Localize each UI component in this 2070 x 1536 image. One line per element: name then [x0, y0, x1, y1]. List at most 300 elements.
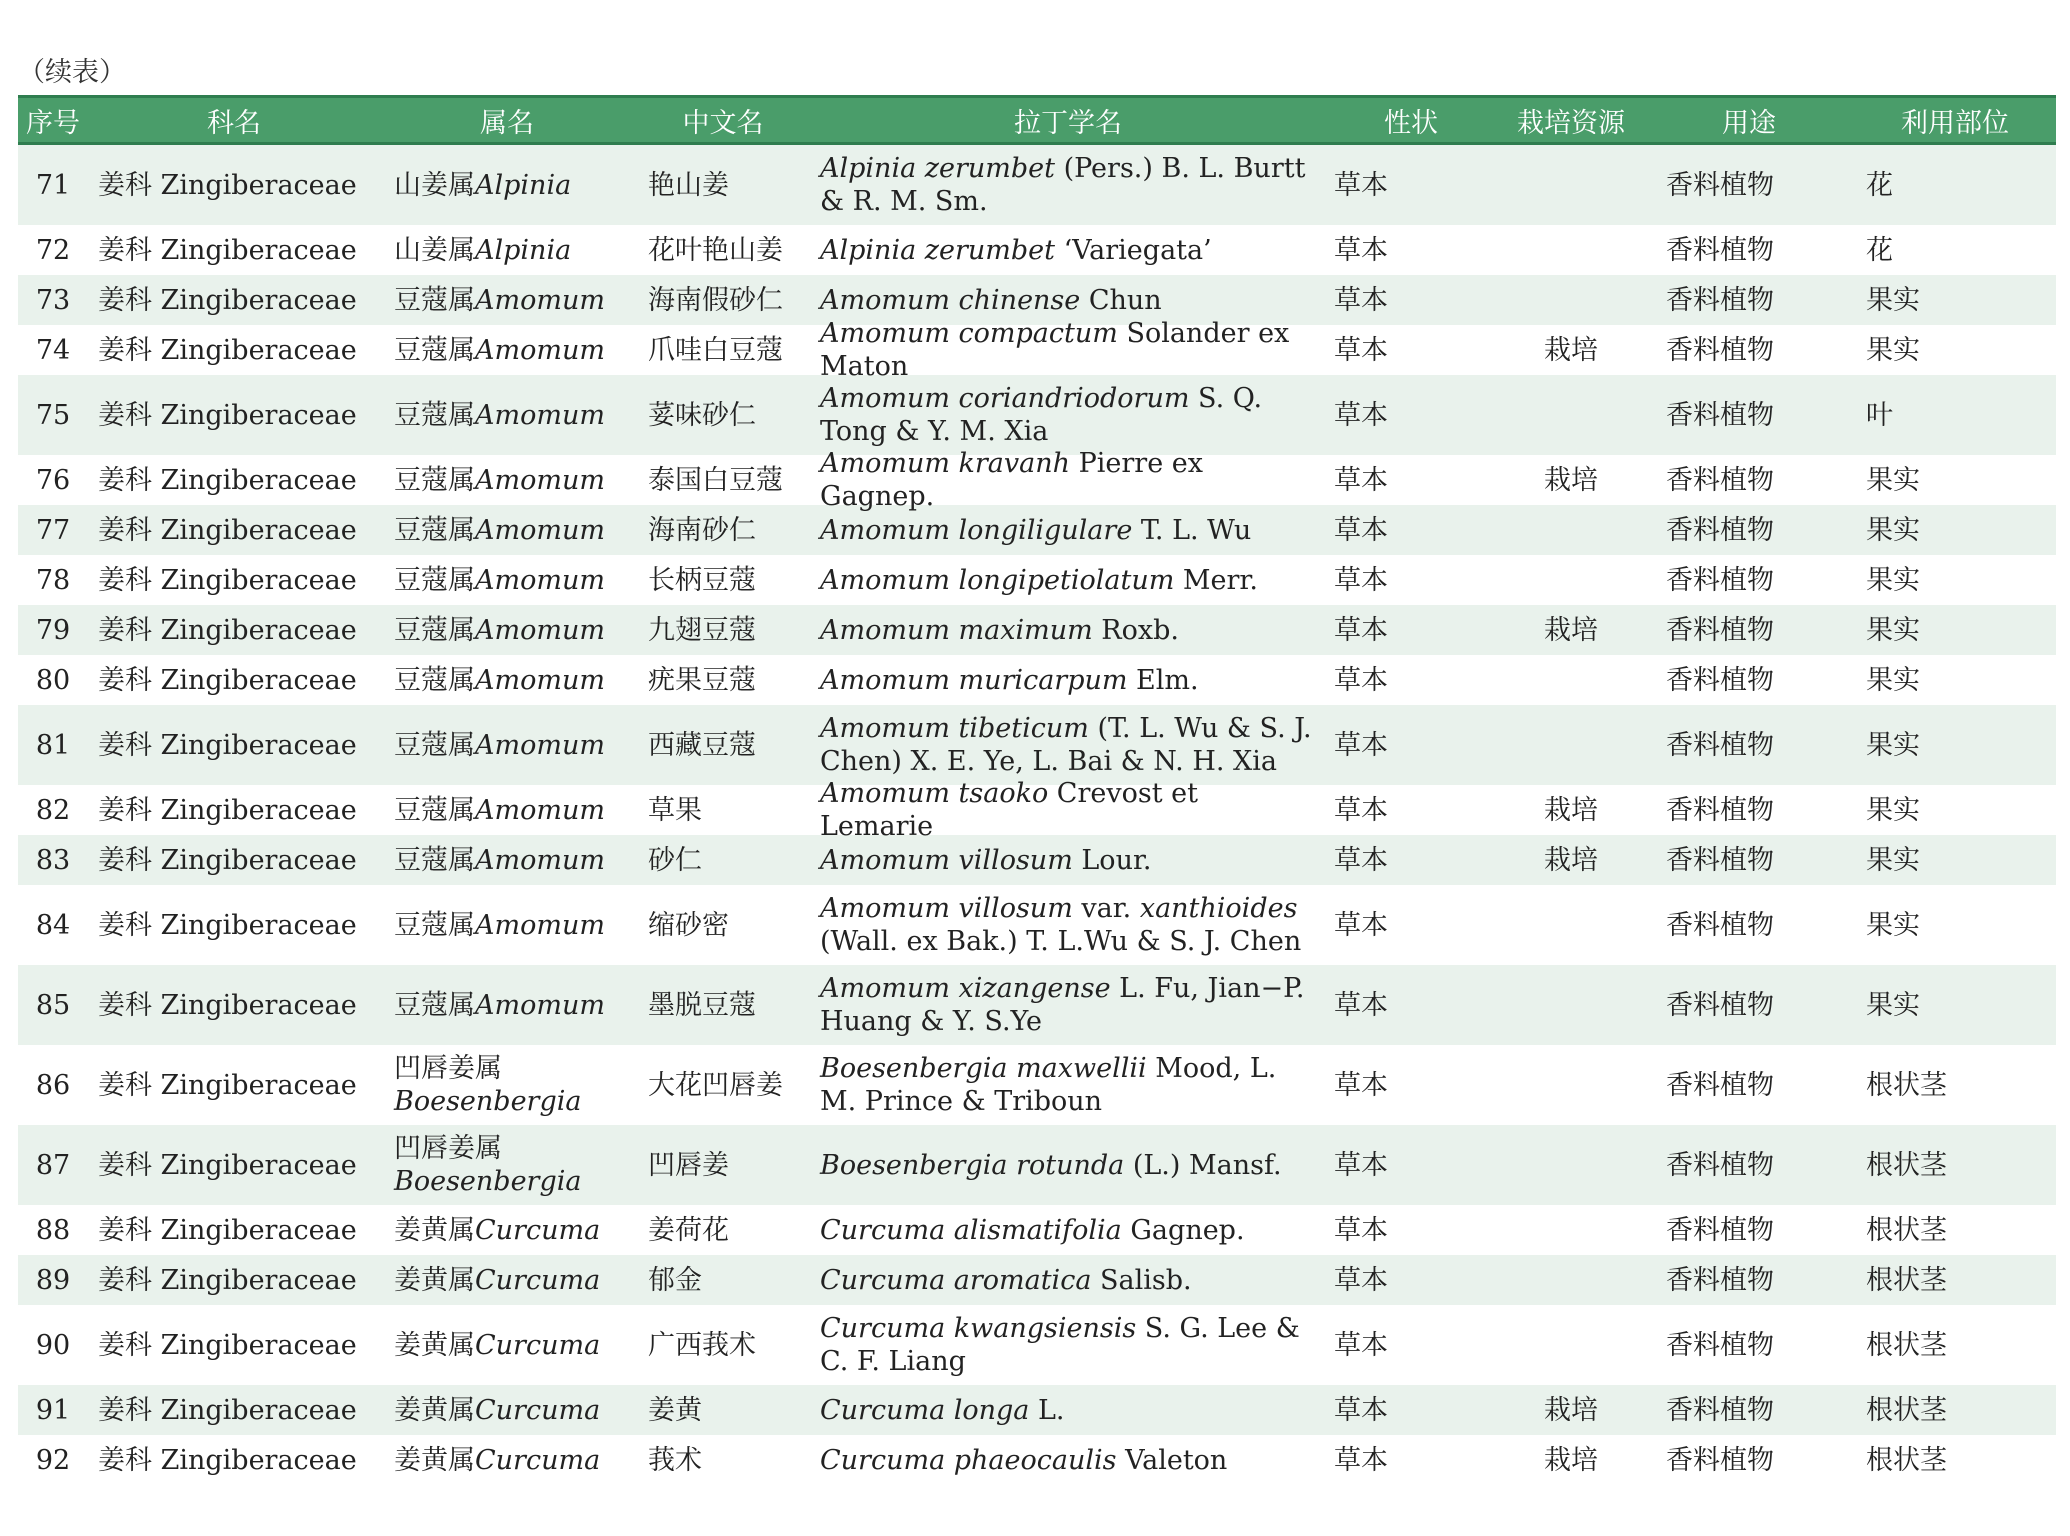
- table-row: [18, 1045, 2056, 1125]
- genus-latin: Amomum: [475, 664, 605, 696]
- cell-genus: [380, 334, 634, 367]
- latin-name-italic: Curcuma alismatifolia: [820, 1214, 1122, 1246]
- genus-chinese: 姜黄属: [394, 1329, 475, 1361]
- latin-name-italic: Amomum tsaoko: [820, 778, 1049, 809]
- genus-latin: Amomum: [475, 729, 605, 761]
- cell-use: 香料植物: [1666, 1149, 1774, 1181]
- cell-index: 72: [35, 234, 71, 266]
- cell-index: 88: [35, 1214, 71, 1246]
- cell-latin-name: [812, 1312, 1324, 1378]
- cell-cultivation: 栽培: [1544, 794, 1598, 826]
- cell-cultivation: 栽培: [1544, 1444, 1598, 1476]
- cell-chinese-name: 大花凹唇姜: [648, 1069, 783, 1101]
- cell-habit: 草本: [1334, 334, 1388, 366]
- table-row: [18, 1125, 2056, 1205]
- genus-latin: Amomum: [475, 909, 605, 941]
- cell-habit: 草本: [1334, 729, 1388, 761]
- genus-latin: Amomum: [475, 794, 605, 826]
- latin-name-italic: Curcuma longa: [820, 1394, 1030, 1426]
- cell-use: 香料植物: [1666, 399, 1774, 431]
- cell-latin-name: [812, 712, 1324, 778]
- header-family: 科名: [207, 107, 261, 139]
- latin-name-italic: Amomum muricarpum: [820, 664, 1128, 696]
- cell-habit: 草本: [1334, 514, 1388, 546]
- cell-used-part: 果实: [1866, 464, 1920, 496]
- table-row: [18, 318, 2056, 382]
- latin-name-italic: Amomum tibeticum: [820, 713, 1089, 744]
- cell-habit: 草本: [1334, 1069, 1388, 1101]
- cell-used-part: 根状茎: [1866, 1069, 1947, 1101]
- cell-use: 香料植物: [1666, 989, 1774, 1021]
- cell-chinese-name: 郁金: [648, 1264, 702, 1296]
- cell-latin-name: [812, 564, 1324, 597]
- genus-latin: Alpinia: [475, 234, 572, 266]
- table-row: [18, 375, 2056, 455]
- cell-habit: 草本: [1334, 1149, 1388, 1181]
- cell-latin-name: [812, 234, 1324, 267]
- latin-name-author: Elm.: [1127, 664, 1199, 696]
- cell-latin-name: [812, 1444, 1324, 1477]
- cell-genus: [380, 1132, 634, 1198]
- cell-genus: [380, 664, 634, 697]
- genus-chinese: 豆蔻属: [394, 729, 475, 761]
- cell-use: 香料植物: [1666, 1444, 1774, 1476]
- cell-used-part: 根状茎: [1866, 1214, 1947, 1246]
- cell-latin-name: [812, 1394, 1324, 1427]
- cell-latin-name: [812, 284, 1324, 317]
- cell-genus: [380, 1052, 634, 1118]
- cell-used-part: 根状茎: [1866, 1149, 1947, 1181]
- cell-used-part: 果实: [1866, 909, 1920, 941]
- cell-index: 76: [35, 464, 71, 496]
- cell-chinese-name: 海南假砂仁: [648, 284, 783, 316]
- latin-name-italic: Amomum villosum: [820, 844, 1073, 876]
- cell-use: 香料植物: [1666, 614, 1774, 646]
- header-genus: 属名: [480, 107, 534, 139]
- latin-name-author: Roxb.: [1092, 614, 1179, 646]
- cell-used-part: 果实: [1866, 334, 1920, 366]
- latin-name-italic-variety: xanthioides: [1139, 893, 1298, 924]
- header-habit: 性状: [1384, 107, 1438, 139]
- genus-chinese: 豆蔻属: [394, 664, 475, 696]
- latin-name-author: (Pers.) B. L. Burtt & R. M. Sm.: [820, 153, 1306, 217]
- genus-latin: Boesenbergia: [394, 1086, 582, 1117]
- cell-latin-name: [812, 447, 1324, 513]
- latin-name-italic: Amomum chinense: [820, 284, 1081, 316]
- genus-latin: Amomum: [475, 844, 605, 876]
- cell-used-part: 叶: [1866, 399, 1893, 431]
- latin-name-italic: Curcuma phaeocaulis: [820, 1444, 1117, 1476]
- cell-family: 姜科 Zingiberaceae: [98, 169, 357, 201]
- cell-latin-name: [812, 664, 1324, 697]
- table-row: [18, 1385, 2056, 1435]
- cell-genus: [380, 1394, 634, 1427]
- cell-latin-name: [812, 1264, 1324, 1297]
- genus-latin: Amomum: [475, 334, 605, 366]
- genus-latin: Amomum: [475, 399, 605, 431]
- cell-family: 姜科 Zingiberaceae: [98, 1149, 357, 1181]
- cell-latin-name: [812, 514, 1324, 547]
- cell-cultivation: 栽培: [1544, 614, 1598, 646]
- cell-family: 姜科 Zingiberaceae: [98, 564, 357, 596]
- latin-name-author: S. Q. Tong & Y. M. Xia: [820, 383, 1263, 447]
- cell-chinese-name: 姜荷花: [648, 1214, 729, 1246]
- cell-used-part: 根状茎: [1866, 1264, 1947, 1296]
- table-row: [18, 448, 2056, 512]
- table-row: [18, 225, 2056, 275]
- genus-latin: Amomum: [475, 614, 605, 646]
- cell-index: 80: [35, 664, 71, 696]
- cell-index: 82: [35, 794, 71, 826]
- header-used-part: 利用部位: [1901, 107, 2009, 139]
- genus-chinese: 凹唇姜属: [394, 1133, 502, 1164]
- genus-chinese: 豆蔻属: [394, 614, 475, 646]
- latin-name-italic: Amomum coriandriodorum: [820, 383, 1190, 414]
- cell-habit: 草本: [1334, 664, 1388, 696]
- cell-chinese-name: 九翅豆蔻: [648, 614, 756, 646]
- genus-chinese: 山姜属: [394, 234, 475, 266]
- latin-name-italic: Curcuma kwangsiensis: [820, 1313, 1137, 1344]
- latin-name-italic: Amomum maximum: [820, 614, 1093, 646]
- latin-name-italic: Amomum longiligulare: [820, 514, 1133, 546]
- cell-genus: [380, 284, 634, 317]
- cell-used-part: 果实: [1866, 794, 1920, 826]
- cell-used-part: 果实: [1866, 514, 1920, 546]
- cell-habit: 草本: [1334, 989, 1388, 1021]
- cell-chinese-name: 荽味砂仁: [648, 399, 756, 431]
- table-row: [18, 885, 2056, 965]
- cell-habit: 草本: [1334, 564, 1388, 596]
- cell-used-part: 根状茎: [1866, 1329, 1947, 1361]
- cell-index: 92: [35, 1444, 71, 1476]
- latin-name-author: Solander ex Maton: [820, 318, 1290, 382]
- cell-habit: 草本: [1334, 1394, 1388, 1426]
- latin-name-author: L.: [1029, 1394, 1065, 1426]
- cell-family: 姜科 Zingiberaceae: [98, 464, 357, 496]
- cell-use: 香料植物: [1666, 564, 1774, 596]
- cell-use: 香料植物: [1666, 234, 1774, 266]
- cell-chinese-name: 海南砂仁: [648, 514, 756, 546]
- cell-family: 姜科 Zingiberaceae: [98, 614, 357, 646]
- cell-latin-name: [812, 972, 1324, 1038]
- cell-genus: [380, 514, 634, 547]
- cell-use: 香料植物: [1666, 1264, 1774, 1296]
- genus-latin: Curcuma: [475, 1214, 601, 1246]
- cell-use: 香料植物: [1666, 664, 1774, 696]
- genus-chinese: 凹唇姜属: [394, 1053, 502, 1084]
- cell-used-part: 根状茎: [1866, 1394, 1947, 1426]
- table-row: [18, 1205, 2056, 1255]
- cell-chinese-name: 疣果豆蔻: [648, 664, 756, 696]
- latin-name-author: L. Fu, Jian−P. Huang & Y. S.Ye: [820, 973, 1305, 1037]
- cell-family: 姜科 Zingiberaceae: [98, 1329, 357, 1361]
- cell-genus: [380, 564, 634, 597]
- cell-used-part: 果实: [1866, 989, 1920, 1021]
- table-continued-caption: （续表）: [18, 57, 126, 88]
- cell-use: 香料植物: [1666, 334, 1774, 366]
- cell-family: 姜科 Zingiberaceae: [98, 1444, 357, 1476]
- cell-genus: [380, 1329, 634, 1362]
- table-row: [18, 605, 2056, 655]
- cell-use: 香料植物: [1666, 514, 1774, 546]
- latin-name-italic: Alpinia zerumbet: [820, 153, 1055, 184]
- cell-latin-name: [812, 382, 1324, 448]
- genus-chinese: 豆蔻属: [394, 284, 475, 316]
- latin-name-author: ‘Variegata’: [1054, 234, 1212, 266]
- genus-latin: Alpinia: [475, 169, 572, 201]
- cell-index: 87: [35, 1149, 71, 1181]
- table-header-row: [18, 95, 2056, 145]
- latin-name-italic: Boesenbergia maxwellii: [820, 1053, 1147, 1084]
- cell-used-part: 果实: [1866, 844, 1920, 876]
- genus-latin: Amomum: [475, 564, 605, 596]
- latin-name-author: Pierre ex Gagnep.: [820, 448, 1203, 512]
- cell-family: 姜科 Zingiberaceae: [98, 234, 357, 266]
- genus-chinese: 山姜属: [394, 169, 475, 201]
- table-row: [18, 145, 2056, 225]
- cell-genus: [380, 1214, 634, 1247]
- cell-family: 姜科 Zingiberaceae: [98, 1214, 357, 1246]
- cell-family: 姜科 Zingiberaceae: [98, 1264, 357, 1296]
- cell-cultivation: 栽培: [1544, 334, 1598, 366]
- cell-habit: 草本: [1334, 844, 1388, 876]
- cell-chinese-name: 广西莪术: [648, 1329, 756, 1361]
- cell-family: 姜科 Zingiberaceae: [98, 399, 357, 431]
- cell-latin-name: [812, 1214, 1324, 1247]
- cell-use: 香料植物: [1666, 1329, 1774, 1361]
- genus-chinese: 豆蔻属: [394, 989, 475, 1021]
- plant-table: [18, 95, 2056, 1485]
- header-latin-name: 拉丁学名: [1014, 107, 1122, 139]
- latin-name-author: Valeton: [1116, 1444, 1228, 1476]
- latin-name-italic: Amomum compactum: [820, 318, 1118, 349]
- cell-genus: [380, 794, 634, 827]
- cell-index: 74: [35, 334, 71, 366]
- cell-chinese-name: 砂仁: [648, 844, 702, 876]
- cell-used-part: 果实: [1866, 564, 1920, 596]
- header-use: 用途: [1722, 107, 1776, 139]
- cell-family: 姜科 Zingiberaceae: [98, 909, 357, 941]
- table-row: [18, 705, 2056, 785]
- cell-use: 香料植物: [1666, 729, 1774, 761]
- latin-name-italic: Curcuma aromatica: [820, 1264, 1092, 1296]
- cell-chinese-name: 姜黄: [648, 1394, 702, 1426]
- header-index: 序号: [26, 107, 80, 139]
- cell-genus: [380, 1444, 634, 1477]
- cell-habit: 草本: [1334, 1444, 1388, 1476]
- table-row: [18, 778, 2056, 842]
- cell-habit: 草本: [1334, 464, 1388, 496]
- latin-name-author: Lour.: [1072, 844, 1152, 876]
- cell-use: 香料植物: [1666, 844, 1774, 876]
- cell-family: 姜科 Zingiberaceae: [98, 664, 357, 696]
- cell-genus: [380, 399, 634, 432]
- cell-use: 香料植物: [1666, 284, 1774, 316]
- header-cultivation: 栽培资源: [1517, 107, 1625, 139]
- latin-name-author-2: (Wall. ex Bak.) T. L.Wu & S. J. Chen: [820, 926, 1302, 957]
- genus-latin: Amomum: [475, 284, 605, 316]
- cell-latin-name: [812, 614, 1324, 647]
- cell-index: 84: [35, 909, 71, 941]
- cell-habit: 草本: [1334, 399, 1388, 431]
- table-row: [18, 1435, 2056, 1485]
- cell-cultivation: 栽培: [1544, 464, 1598, 496]
- cell-genus: [380, 464, 634, 497]
- genus-chinese: 豆蔻属: [394, 334, 475, 366]
- cell-habit: 草本: [1334, 1264, 1388, 1296]
- cell-index: 91: [35, 1394, 71, 1426]
- cell-index: 75: [35, 399, 71, 431]
- genus-chinese: 豆蔻属: [394, 844, 475, 876]
- latin-name-author: T. L. Wu: [1132, 514, 1252, 546]
- latin-name-author: (L.) Mansf.: [1124, 1149, 1282, 1181]
- cell-family: 姜科 Zingiberaceae: [98, 729, 357, 761]
- cell-chinese-name: 长柄豆蔻: [648, 564, 756, 596]
- genus-latin: Amomum: [475, 464, 605, 496]
- cell-chinese-name: 爪哇白豆蔻: [648, 334, 783, 366]
- cell-family: 姜科 Zingiberaceae: [98, 334, 357, 366]
- cell-index: 90: [35, 1329, 71, 1361]
- cell-latin-name: [812, 1149, 1324, 1182]
- cell-genus: [380, 169, 634, 202]
- cell-use: 香料植物: [1666, 1214, 1774, 1246]
- cell-chinese-name: 凹唇姜: [648, 1149, 729, 1181]
- latin-name-italic: Amomum xizangense: [820, 973, 1111, 1004]
- genus-latin: Amomum: [475, 989, 605, 1021]
- cell-latin-name: [812, 317, 1324, 383]
- genus-chinese: 姜黄属: [394, 1214, 475, 1246]
- genus-chinese: 姜黄属: [394, 1264, 475, 1296]
- cell-habit: 草本: [1334, 1329, 1388, 1361]
- cell-family: 姜科 Zingiberaceae: [98, 1394, 357, 1426]
- cell-genus: [380, 909, 634, 942]
- cell-latin-name: [812, 844, 1324, 877]
- genus-chinese: 豆蔻属: [394, 514, 475, 546]
- cell-habit: 草本: [1334, 794, 1388, 826]
- cell-genus: [380, 614, 634, 647]
- latin-name-author: Merr.: [1174, 564, 1258, 596]
- latin-name-author: Chun: [1080, 284, 1162, 316]
- latin-name-author: var.: [1072, 893, 1140, 924]
- cell-genus: [380, 729, 634, 762]
- cell-family: 姜科 Zingiberaceae: [98, 794, 357, 826]
- cell-genus: [380, 234, 634, 267]
- cell-used-part: 果实: [1866, 284, 1920, 316]
- cell-latin-name: [812, 777, 1324, 843]
- cell-index: 81: [35, 729, 71, 761]
- genus-latin: Curcuma: [475, 1329, 601, 1361]
- cell-index: 78: [35, 564, 71, 596]
- cell-use: 香料植物: [1666, 169, 1774, 201]
- cell-chinese-name: 泰国白豆蔻: [648, 464, 783, 496]
- cell-family: 姜科 Zingiberaceae: [98, 284, 357, 316]
- cell-used-part: 花: [1866, 234, 1893, 266]
- cell-index: 89: [35, 1264, 71, 1296]
- cell-index: 86: [35, 1069, 71, 1101]
- cell-index: 83: [35, 844, 71, 876]
- cell-used-part: 果实: [1866, 614, 1920, 646]
- cell-genus: [380, 844, 634, 877]
- genus-chinese: 豆蔻属: [394, 564, 475, 596]
- cell-latin-name: [812, 1052, 1324, 1118]
- cell-latin-name: [812, 892, 1324, 958]
- cell-used-part: 根状茎: [1866, 1444, 1947, 1476]
- cell-genus: [380, 1264, 634, 1297]
- header-chinese-name: 中文名: [682, 107, 764, 139]
- genus-latin: Boesenbergia: [394, 1166, 582, 1197]
- cell-index: 77: [35, 514, 71, 546]
- cell-chinese-name: 花叶艳山姜: [648, 234, 783, 266]
- cell-chinese-name: 莪术: [648, 1444, 702, 1476]
- cell-genus: [380, 989, 634, 1022]
- cell-use: 香料植物: [1666, 794, 1774, 826]
- cell-habit: 草本: [1334, 1214, 1388, 1246]
- cell-family: 姜科 Zingiberaceae: [98, 844, 357, 876]
- table-body: [18, 145, 2056, 1485]
- genus-chinese: 姜黄属: [394, 1394, 475, 1426]
- cell-family: 姜科 Zingiberaceae: [98, 989, 357, 1021]
- latin-name-author: Mood, L. M. Prince & Triboun: [820, 1053, 1277, 1117]
- cell-used-part: 花: [1866, 169, 1893, 201]
- table-row: [18, 1305, 2056, 1385]
- cell-chinese-name: 缩砂密: [648, 909, 729, 941]
- cell-chinese-name: 草果: [648, 794, 702, 826]
- cell-habit: 草本: [1334, 234, 1388, 266]
- genus-latin: Curcuma: [475, 1394, 601, 1426]
- table-row: [18, 555, 2056, 605]
- cell-used-part: 果实: [1866, 664, 1920, 696]
- cell-use: 香料植物: [1666, 1069, 1774, 1101]
- latin-name-author: Salisb.: [1091, 1264, 1192, 1296]
- latin-name-italic: Amomum villosum: [820, 893, 1073, 924]
- cell-index: 73: [35, 284, 71, 316]
- genus-latin: Amomum: [475, 514, 605, 546]
- cell-index: 85: [35, 989, 71, 1021]
- cell-habit: 草本: [1334, 614, 1388, 646]
- cell-chinese-name: 墨脱豆蔻: [648, 989, 756, 1021]
- cell-habit: 草本: [1334, 169, 1388, 201]
- table-row: [18, 965, 2056, 1045]
- table-row: [18, 1255, 2056, 1305]
- cell-use: 香料植物: [1666, 909, 1774, 941]
- cell-cultivation: 栽培: [1544, 1394, 1598, 1426]
- genus-latin: Curcuma: [475, 1264, 601, 1296]
- latin-name-author: Crevost et Lemarie: [820, 778, 1198, 842]
- cell-index: 79: [35, 614, 71, 646]
- table-row: [18, 655, 2056, 705]
- cell-latin-name: [812, 152, 1324, 218]
- latin-name-italic: Boesenbergia rotunda: [820, 1149, 1125, 1181]
- genus-chinese: 豆蔻属: [394, 794, 475, 826]
- cell-cultivation: 栽培: [1544, 844, 1598, 876]
- cell-family: 姜科 Zingiberaceae: [98, 1069, 357, 1101]
- latin-name-italic: Alpinia zerumbet: [820, 234, 1055, 266]
- cell-use: 香料植物: [1666, 1394, 1774, 1426]
- latin-name-italic: Amomum longipetiolatum: [820, 564, 1175, 596]
- cell-habit: 草本: [1334, 284, 1388, 316]
- latin-name-author: S. G. Lee & C. F. Liang: [820, 1313, 1300, 1377]
- genus-chinese: 豆蔻属: [394, 399, 475, 431]
- latin-name-author: Gagnep.: [1121, 1214, 1245, 1246]
- latin-name-author: (T. L. Wu & S. J. Chen) X. E. Ye, L. Bai & N. H. Xia: [820, 713, 1312, 777]
- genus-chinese: 豆蔻属: [394, 464, 475, 496]
- latin-name-italic: Amomum kravanh: [820, 448, 1071, 479]
- genus-latin: Curcuma: [475, 1444, 601, 1476]
- cell-chinese-name: 艳山姜: [648, 169, 729, 201]
- cell-index: 71: [35, 169, 71, 201]
- genus-chinese: 姜黄属: [394, 1444, 475, 1476]
- genus-chinese: 豆蔻属: [394, 909, 475, 941]
